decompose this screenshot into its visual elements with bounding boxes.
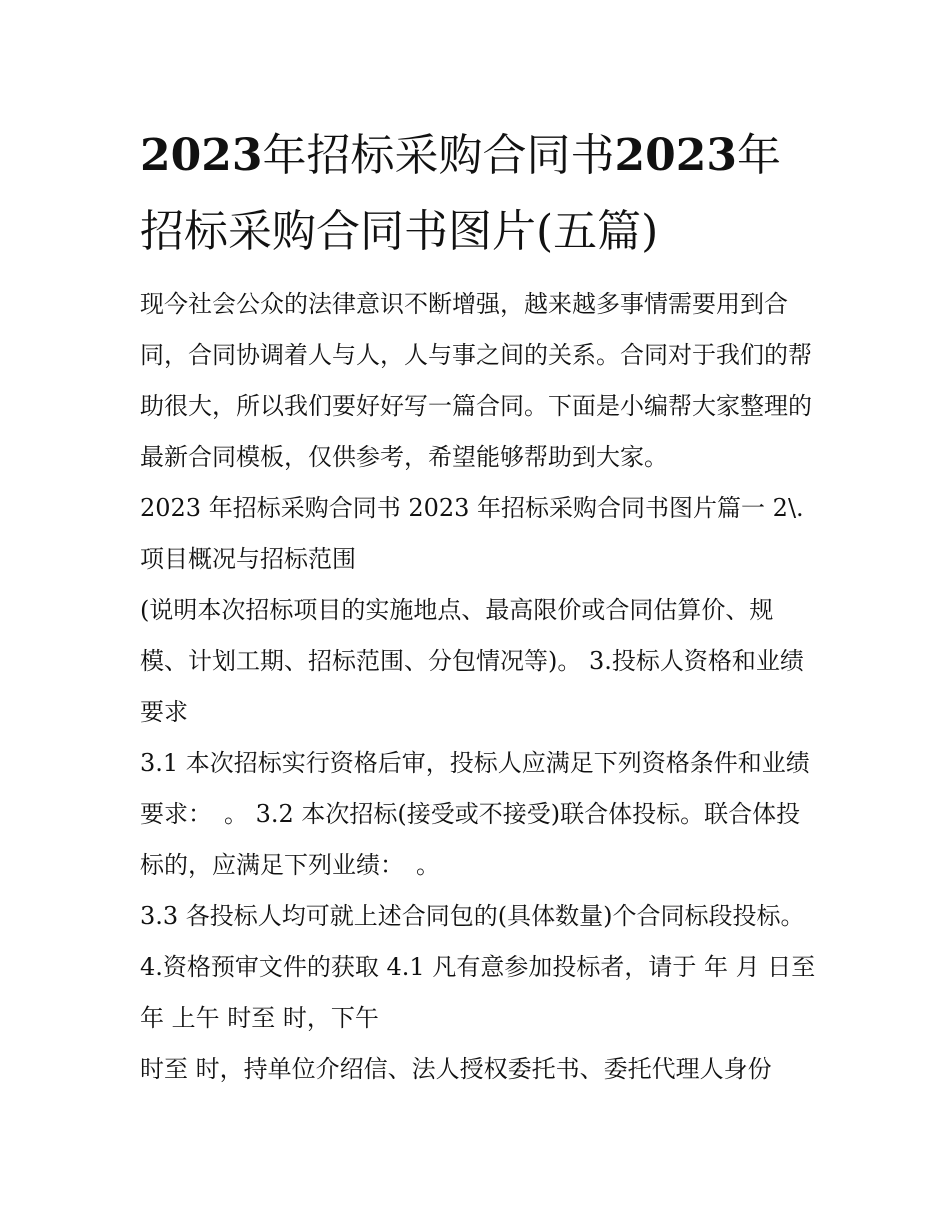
- paragraph-intro: 现今社会公众的法律意识不断增强，越来越多事情需要用到合同，合同协调着人与人，人与事之间的关系。合同对于我们的帮助很大，所以我们要好好写一篇合同。下面是小编帮大家整理的最新合同模板，仅供参考，希望能够帮助到大家。: [140, 290, 812, 471]
- paragraph-bid-sections: 3.3 各投标人均可就上述合同包的(具体数量)个合同标段投标。 4.资格预审文件的获取 4.1 凡有意参加投标者，请于 年 月 日至 年 上午 时至 时，下午: [140, 902, 816, 1032]
- title-text: 年招标采购合同书: [262, 130, 615, 181]
- title-year: 2023: [140, 130, 263, 181]
- paragraph-documents: 时至 时，持单位介绍信、法人授权委托书、委托代理人身份: [140, 1055, 772, 1083]
- title-text-second: 年招标采购合同书图片(五篇): [140, 130, 781, 257]
- document-title: [140, 118, 820, 270]
- paragraph-scope-description: (说明本次招标项目的实施地点、最高限价或合同估算价、规模、计划工期、招标范围、分包情况等)。 3.投标人资格和业绩要求: [140, 596, 804, 726]
- title-year-second: 2023: [614, 130, 737, 181]
- paragraph-qualification: 3.1 本次招标实行资格后审，投标人应满足下列资格条件和业绩要求： 。 3.2 本次招标(接受或不接受)联合体投标。联合体投标的，应满足下列业绩： 。: [140, 749, 810, 879]
- paragraph-project-overview: 2023 年招标采购合同书 2023 年招标采购合同书图片篇一 2\. 项目概况与招标范围: [140, 494, 804, 573]
- document-body: [140, 279, 816, 1095]
